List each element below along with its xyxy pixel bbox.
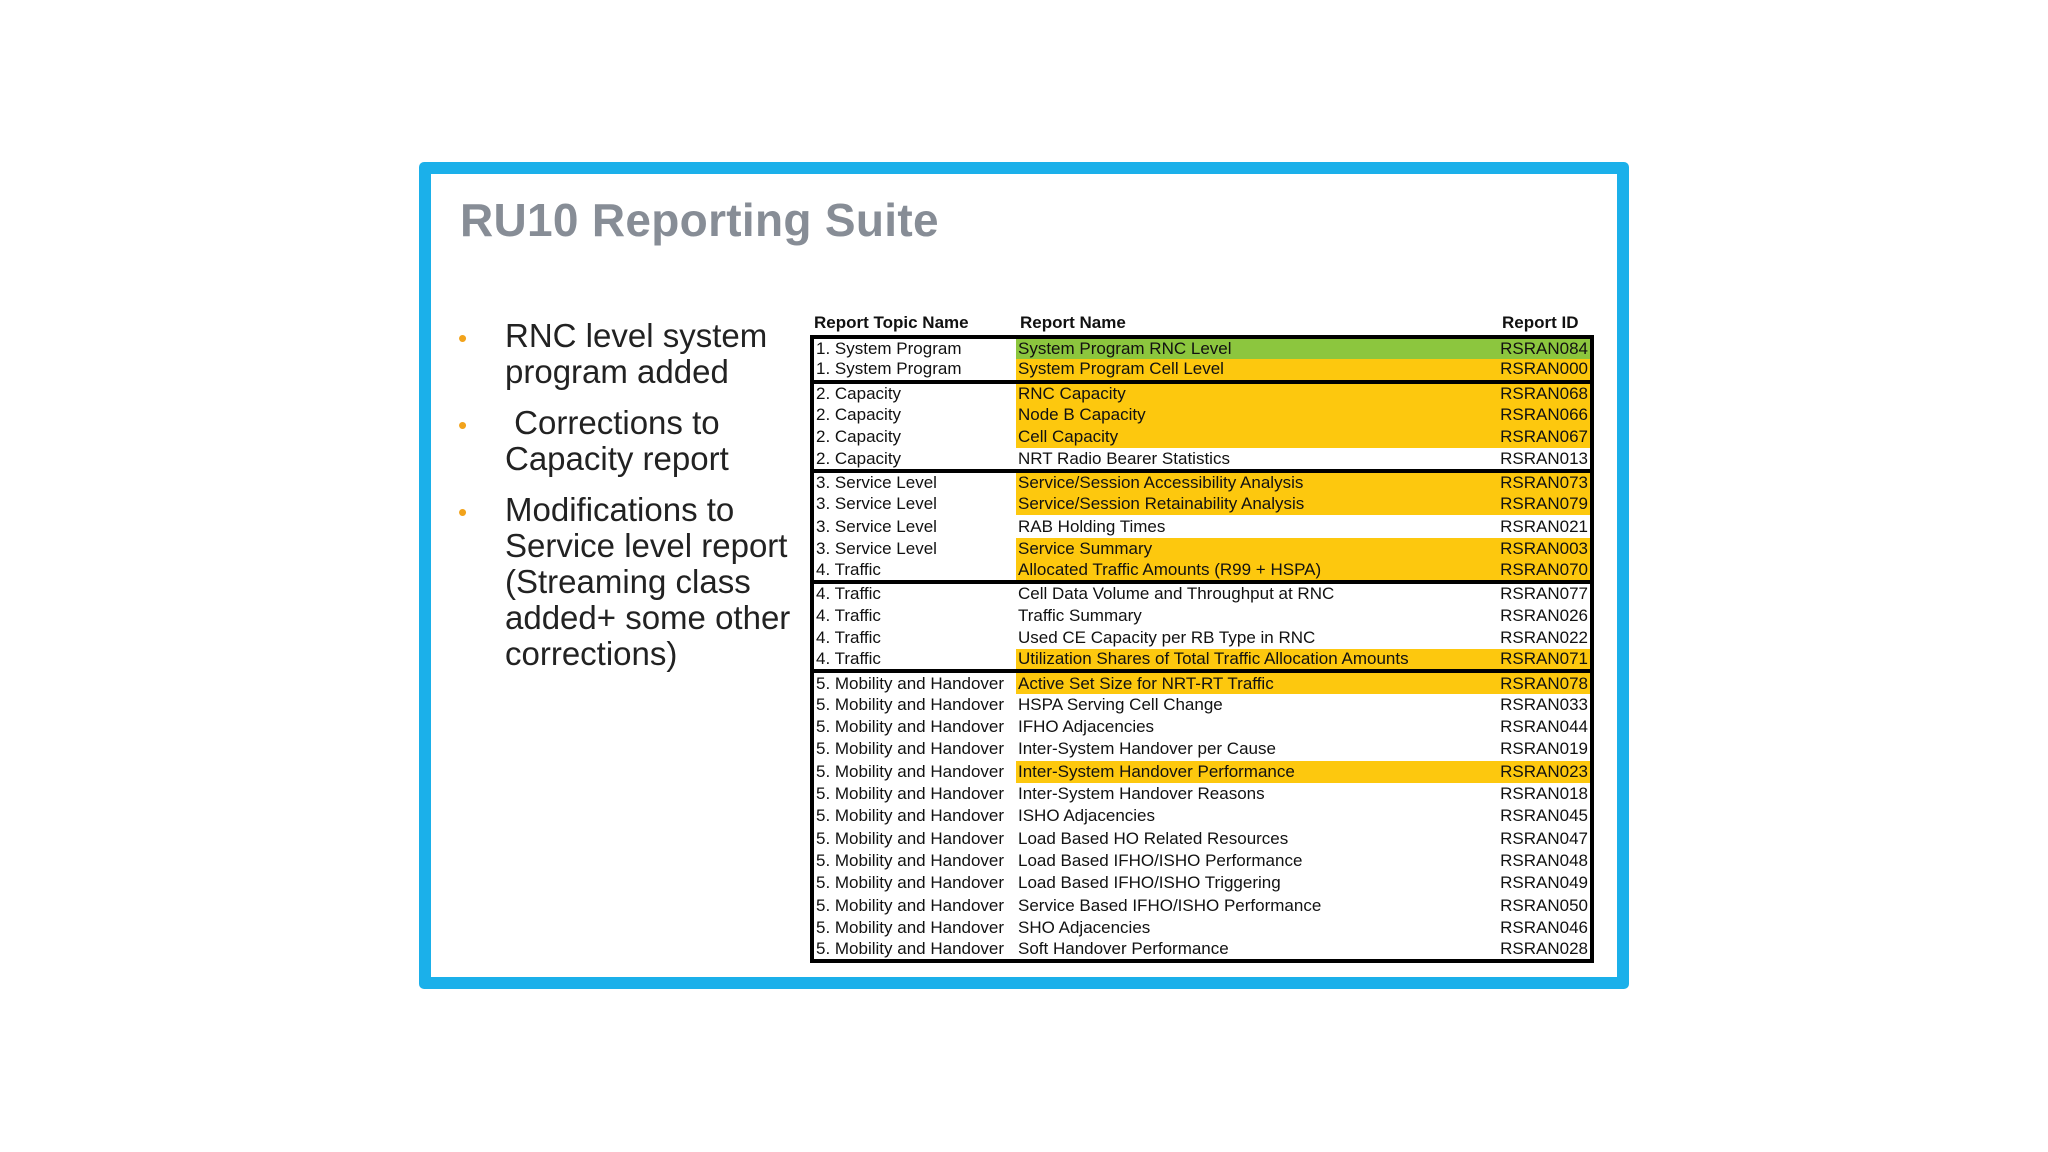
report-name-cell: Node B Capacity bbox=[1016, 404, 1488, 426]
topic-cell: 4. Traffic bbox=[812, 582, 1016, 604]
report-name-cell: Cell Capacity bbox=[1016, 426, 1488, 448]
report-id-cell: RSRAN021 bbox=[1500, 516, 1588, 536]
topic-cell: 5. Mobility and Handover bbox=[816, 939, 1005, 959]
report-name-cell: Service/Session Accessibility Analysis bbox=[1016, 471, 1488, 493]
topic-cell: 3. Service Level bbox=[816, 538, 937, 558]
report-table-container bbox=[810, 311, 1594, 963]
table-row bbox=[812, 359, 1592, 381]
table-row bbox=[812, 872, 1592, 894]
topic-cell: 4. Traffic bbox=[816, 560, 881, 580]
report-id-cell: RSRAN084 bbox=[1488, 337, 1592, 359]
table-row bbox=[812, 649, 1592, 671]
table-row bbox=[812, 939, 1592, 961]
table-row bbox=[812, 761, 1592, 783]
report-name-cell: Inter-System Handover Reasons bbox=[1018, 784, 1265, 804]
report-name-cell: Utilization Shares of Total Traffic Allocation Amounts bbox=[1016, 649, 1488, 671]
report-id-cell: RSRAN018 bbox=[1500, 784, 1588, 804]
table-row bbox=[812, 605, 1592, 627]
header-report-name: Report Name bbox=[1020, 313, 1126, 332]
table-row bbox=[812, 426, 1592, 448]
bullet-item bbox=[458, 492, 808, 672]
table-row bbox=[812, 515, 1592, 537]
bullet-item bbox=[458, 405, 808, 477]
table-row bbox=[812, 560, 1592, 582]
report-name-cell: IFHO Adjacencies bbox=[1018, 717, 1155, 737]
topic-cell: 2. Capacity bbox=[816, 448, 902, 468]
table-row bbox=[812, 805, 1592, 827]
report-id-cell: RSRAN073 bbox=[1488, 471, 1592, 493]
report-name-cell: RAB Holding Times bbox=[1018, 516, 1166, 536]
topic-cell: 5. Mobility and Handover bbox=[816, 717, 1005, 737]
table-row bbox=[812, 694, 1592, 716]
report-name-cell: Inter-System Handover Performance bbox=[1016, 761, 1488, 783]
report-id-cell: RSRAN049 bbox=[1500, 873, 1588, 893]
header-report-id: Report ID bbox=[1502, 313, 1579, 332]
table-row bbox=[812, 538, 1592, 560]
table-row bbox=[812, 582, 1592, 604]
report-id-cell: RSRAN045 bbox=[1500, 806, 1588, 826]
report-name-cell: Load Based IFHO/ISHO Triggering bbox=[1018, 873, 1281, 893]
topic-cell: 3. Service Level bbox=[812, 471, 1016, 493]
report-name-cell: Used CE Capacity per RB Type in RNC bbox=[1018, 628, 1316, 647]
report-id-cell: RSRAN026 bbox=[1500, 605, 1588, 625]
report-id-cell: RSRAN079 bbox=[1488, 493, 1592, 515]
report-table bbox=[810, 335, 1594, 963]
report-id-cell: RSRAN044 bbox=[1500, 717, 1588, 737]
topic-cell: 2. Capacity bbox=[812, 382, 1016, 404]
topic-cell: 5. Mobility and Handover bbox=[816, 828, 1005, 848]
table-row bbox=[812, 337, 1592, 359]
table-row bbox=[812, 404, 1592, 426]
report-id-cell: RSRAN013 bbox=[1500, 448, 1588, 468]
bullet-dot-icon: • bbox=[458, 497, 468, 527]
report-name-cell: Load Based IFHO/ISHO Performance bbox=[1018, 850, 1303, 870]
report-id-cell: RSRAN047 bbox=[1500, 828, 1588, 848]
report-name-cell: SHO Adjacencies bbox=[1018, 917, 1151, 937]
report-id-cell: RSRAN028 bbox=[1500, 939, 1588, 959]
report-name-cell: Active Set Size for NRT-RT Traffic bbox=[1016, 671, 1488, 693]
topic-cell: 5. Mobility and Handover bbox=[816, 873, 1005, 893]
report-id-cell: RSRAN066 bbox=[1488, 404, 1592, 426]
slide-title: RU10 Reporting Suite bbox=[460, 194, 939, 246]
topic-cell: 5. Mobility and Handover bbox=[816, 917, 1005, 937]
table-row bbox=[812, 917, 1592, 939]
table-row bbox=[812, 627, 1592, 649]
report-id-cell: RSRAN000 bbox=[1488, 359, 1592, 381]
header-topic: Report Topic Name bbox=[814, 313, 969, 332]
report-id-cell: RSRAN068 bbox=[1488, 382, 1592, 404]
report-name-cell: Load Based HO Related Resources bbox=[1018, 828, 1289, 848]
report-id-cell: RSRAN071 bbox=[1488, 649, 1592, 671]
report-name-cell: Service/Session Retainability Analysis bbox=[1016, 493, 1488, 515]
topic-cell: 1. System Program bbox=[816, 339, 962, 359]
topic-cell: 4. Traffic bbox=[816, 605, 881, 625]
report-name-cell: System Program Cell Level bbox=[1016, 359, 1488, 381]
topic-cell: 1. System Program bbox=[816, 359, 962, 379]
table-row bbox=[812, 738, 1592, 760]
table-row bbox=[812, 671, 1592, 693]
topic-cell: 5. Mobility and Handover bbox=[812, 671, 1016, 693]
table-row bbox=[812, 828, 1592, 850]
table-row bbox=[812, 783, 1592, 805]
bullet-text: RNC level system program added bbox=[505, 317, 768, 390]
report-name-cell: Service Based IFHO/ISHO Performance bbox=[1018, 895, 1322, 915]
topic-cell: 4. Traffic bbox=[816, 649, 881, 669]
report-name-cell: RNC Capacity bbox=[1016, 382, 1488, 404]
report-id-cell: RSRAN033 bbox=[1500, 694, 1588, 714]
report-name-cell: Allocated Traffic Amounts (R99 + HSPA) bbox=[1016, 560, 1488, 582]
report-name-cell: Traffic Summary bbox=[1018, 605, 1142, 625]
table-row bbox=[812, 448, 1592, 470]
bullet-list bbox=[458, 318, 808, 687]
topic-cell: 5. Mobility and Handover bbox=[816, 850, 1005, 870]
topic-cell: 4. Traffic bbox=[816, 628, 881, 647]
report-name-cell: NRT Radio Bearer Statistics bbox=[1018, 448, 1230, 468]
table-row bbox=[812, 471, 1592, 493]
report-name-cell: ISHO Adjacencies bbox=[1018, 806, 1156, 826]
topic-cell: 5. Mobility and Handover bbox=[816, 739, 1005, 759]
bullet-dot-icon: • bbox=[458, 323, 468, 353]
report-name-cell: Cell Data Volume and Throughput at RNC bbox=[1016, 582, 1488, 604]
report-id-cell: RSRAN003 bbox=[1488, 538, 1592, 560]
bullet-text: Modifications to Service level report (Streaming class added+ some other corrections) bbox=[505, 491, 791, 672]
topic-cell: 3. Service Level bbox=[816, 516, 937, 536]
table-row bbox=[812, 894, 1592, 916]
topic-cell: 5. Mobility and Handover bbox=[816, 784, 1005, 804]
report-id-cell: RSRAN019 bbox=[1500, 739, 1588, 759]
report-id-cell: RSRAN050 bbox=[1500, 895, 1588, 915]
topic-cell: 5. Mobility and Handover bbox=[816, 761, 1005, 781]
report-name-cell: Soft Handover Performance bbox=[1018, 939, 1229, 959]
report-id-cell: RSRAN022 bbox=[1500, 628, 1588, 647]
topic-cell: 2. Capacity bbox=[816, 427, 902, 447]
report-table-body bbox=[812, 337, 1592, 961]
report-name-cell: Inter-System Handover per Cause bbox=[1018, 739, 1276, 759]
topic-cell: 5. Mobility and Handover bbox=[816, 895, 1005, 915]
report-id-cell: RSRAN067 bbox=[1488, 426, 1592, 448]
report-id-cell: RSRAN046 bbox=[1500, 917, 1588, 937]
table-row bbox=[812, 382, 1592, 404]
report-id-cell: RSRAN048 bbox=[1500, 850, 1588, 870]
topic-cell: 5. Mobility and Handover bbox=[816, 806, 1005, 826]
bullet-dot-icon: • bbox=[458, 410, 468, 440]
report-id-cell: RSRAN077 bbox=[1488, 582, 1592, 604]
bullet-item bbox=[458, 318, 808, 390]
report-id-cell: RSRAN023 bbox=[1488, 761, 1592, 783]
report-name-cell: Service Summary bbox=[1016, 538, 1488, 560]
report-id-cell: RSRAN070 bbox=[1488, 560, 1592, 582]
report-id-cell: RSRAN078 bbox=[1488, 671, 1592, 693]
bullet-text: Corrections to Capacity report bbox=[505, 404, 729, 477]
table-row bbox=[812, 850, 1592, 872]
table-row bbox=[812, 493, 1592, 515]
report-name-cell: System Program RNC Level bbox=[1016, 337, 1488, 359]
topic-cell: 5. Mobility and Handover bbox=[816, 694, 1005, 714]
table-row bbox=[812, 716, 1592, 738]
topic-cell: 2. Capacity bbox=[816, 405, 902, 425]
topic-cell: 3. Service Level bbox=[816, 494, 937, 514]
report-name-cell: HSPA Serving Cell Change bbox=[1018, 694, 1223, 714]
table-header-row bbox=[810, 311, 1594, 335]
